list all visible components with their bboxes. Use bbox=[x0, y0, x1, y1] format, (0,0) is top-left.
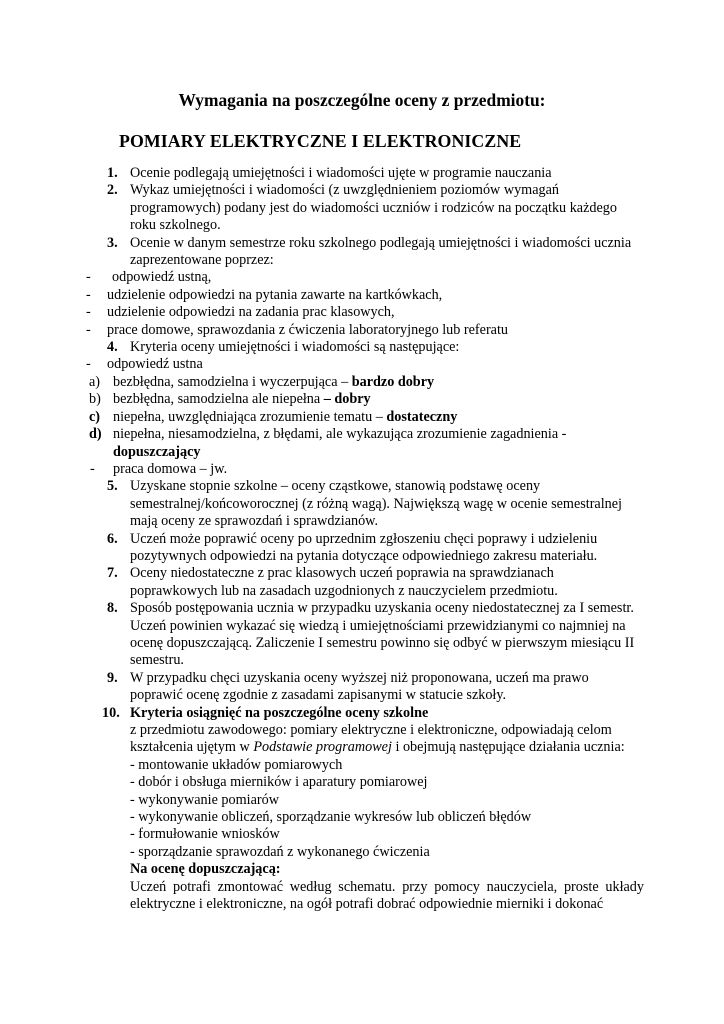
form-text: prace domowe, sprawozdania z ćwiczenia laboratoryjnego lub referatu bbox=[107, 321, 508, 338]
criteria-intro: z przedmiotu zawodowego: pomiary elektryczne i elektroniczne, odpowiadają celom kształcenia ujętym w bbox=[130, 722, 612, 756]
subject-title: POMIARY ELEKTRYCZNE I ELEKTRONICZNE bbox=[119, 131, 522, 151]
bullet-dash: - bbox=[86, 321, 91, 338]
list-item bbox=[0, 339, 724, 356]
criterion-letter: d) bbox=[89, 426, 102, 443]
list-item bbox=[0, 670, 724, 705]
oral-text: odpowiedź ustna bbox=[107, 356, 203, 373]
item-text: Ocenie w danym semestrze roku szkolnego podlegają umiejętności i wiadomości ucznia zaprezentowane poprzez: bbox=[130, 234, 632, 269]
item-number: 1. bbox=[107, 165, 118, 181]
criteria-intro-italic: Podstawie programowej bbox=[253, 739, 392, 756]
form-text: udzielenie odpowiedzi na pytania zawarte na kartkówkach, bbox=[107, 286, 443, 303]
form-item bbox=[0, 322, 724, 339]
item-text: Kryteria oceny umiejętności i wiadomości są następujące: bbox=[130, 339, 460, 356]
list-item bbox=[0, 565, 724, 600]
criterion-grade: dostateczny bbox=[386, 408, 458, 425]
criterion-item bbox=[0, 391, 724, 408]
bullet-dash: - bbox=[86, 286, 91, 303]
item-text: Uczeń może poprawić oceny po uprzednim zgłoszeniu chęci poprawy i udzieleniu pozytywnych odpowiedzi na pytania dotyczące odpowiedniego zakresu materiału. bbox=[130, 530, 598, 564]
list-item bbox=[0, 165, 724, 182]
activity-item: - montowanie układów pomiarowych bbox=[130, 756, 343, 773]
homework-text: praca domowa – jw. bbox=[113, 460, 228, 477]
list-item bbox=[0, 705, 724, 757]
item-text: Ocenie podlegają umiejętności i wiadomości ujęte w programie nauczania bbox=[130, 165, 552, 181]
list-item bbox=[0, 531, 724, 566]
criterion-letter: b) bbox=[89, 391, 101, 408]
activity-item: - wykonywanie obliczeń, sporządzanie wykresów lub obliczeń błędów bbox=[130, 809, 532, 826]
criterion-text: bezbłędna, samodzielna ale niepełna bbox=[113, 391, 324, 408]
bullet-dash: - bbox=[86, 304, 91, 321]
item-text: Sposób postępowania ucznia w przypadku uzyskania oceny niedostatecznej za I semestr. Uczeń powinien wykazać się wiedzą i umiejętnościami przewidzianymi co najmniej na ocenę dopuszczającą. Zaliczenie I semestru powinno się odbyć w pierwszym miesiącu II semestru. bbox=[130, 600, 635, 669]
criterion-grade: dopuszczający bbox=[113, 443, 201, 460]
form-text: udzielenie odpowiedzi na zadania prac klasowych, bbox=[107, 304, 395, 321]
grade-text: Uczeń potrafi zmontować według schematu. przy pomocy nauczyciela, proste układy elektryczne i elektroniczne, na ogół potrafi dobrać odpowiednie mierniki i dokonać bbox=[130, 878, 644, 913]
homework-item bbox=[0, 461, 724, 478]
criterion-letter: a) bbox=[89, 373, 101, 390]
criteria-intro-end: i obejmują następujące działania ucznia: bbox=[391, 739, 625, 756]
item-number: 4. bbox=[107, 339, 118, 356]
item-number: 5. bbox=[107, 478, 118, 495]
bullet-dash: - bbox=[90, 460, 95, 477]
criterion-item bbox=[0, 409, 724, 426]
item-number: 7. bbox=[107, 565, 118, 582]
bullet-dash: - bbox=[86, 356, 91, 373]
criterion-letter: c) bbox=[89, 408, 101, 425]
criterion-item bbox=[0, 426, 724, 461]
list-item bbox=[0, 182, 724, 234]
activity-item: - formułowanie wniosków bbox=[130, 826, 280, 843]
oral-item bbox=[0, 356, 724, 373]
grade-heading: Na ocenę dopuszczającą: bbox=[130, 861, 281, 878]
list-item bbox=[0, 235, 724, 270]
criterion-item bbox=[0, 374, 724, 391]
criterion-text: bezbłędna, samodzielna i wyczerpująca – bbox=[113, 373, 352, 390]
list-item bbox=[0, 478, 724, 530]
item-text: Uzyskane stopnie szkolne – oceny cząstkowe, stanowią podstawę oceny semestralnej/końcoworocznej (z różną wagą). Największą wagę w ocenie semestralnej mają oceny ze sprawozdań i sprawdzianów. bbox=[130, 478, 623, 530]
item-number: 10. bbox=[102, 704, 120, 721]
item-number: 3. bbox=[107, 234, 118, 251]
criterion-text: niepełna, uwzględniająca zrozumienie tematu – bbox=[113, 408, 387, 425]
criteria-heading: Kryteria osiągnięć na poszczególne oceny szkolne bbox=[130, 704, 429, 721]
criterion-grade: – dobry bbox=[323, 391, 371, 408]
item-number: 6. bbox=[107, 530, 118, 547]
item-text: W przypadku chęci uzyskania oceny wyższej niż proponowana, uczeń ma prawo poprawić ocenę zgodnie z zasadami zapisanymi w statucie szkoły. bbox=[130, 669, 589, 704]
item-text: Oceny niedostateczne z prac klasowych uczeń poprawia na sprawdzianach poprawkowych lub na zasadach uzgodnionych z nauczycielem przedmiotu. bbox=[130, 565, 558, 599]
item-number: 8. bbox=[107, 600, 118, 617]
form-text: odpowiedź ustną, bbox=[112, 269, 212, 286]
form-item bbox=[0, 287, 724, 304]
item-number: 2. bbox=[107, 182, 118, 199]
document-body bbox=[0, 165, 724, 913]
criterion-text: niepełna, niesamodzielna, z błędami, ale wykazująca zrozumienie zagadnienia - bbox=[113, 426, 567, 443]
document-title: Wymagania na poszczególne oceny z przedmiotu: bbox=[178, 90, 546, 110]
bullet-dash: - bbox=[86, 269, 91, 286]
activity-item: - sporządzanie sprawozdań z wykonanego ćwiczenia bbox=[130, 843, 430, 860]
activity-item: - dobór i obsługa mierników i aparatury pomiarowej bbox=[130, 774, 428, 791]
form-item bbox=[0, 269, 724, 286]
activity-item: - wykonywanie pomiarów bbox=[130, 791, 279, 808]
item-text: Wykaz umiejętności i wiadomości (z uwzględnieniem poziomów wymagań programowych) podany jest do wiadomości uczniów i rodziców na początku każdego roku szkolnego. bbox=[130, 182, 617, 234]
form-item bbox=[0, 304, 724, 321]
item-number: 9. bbox=[107, 669, 118, 686]
list-item bbox=[0, 600, 724, 670]
criterion-grade: bardzo dobry bbox=[351, 373, 435, 390]
